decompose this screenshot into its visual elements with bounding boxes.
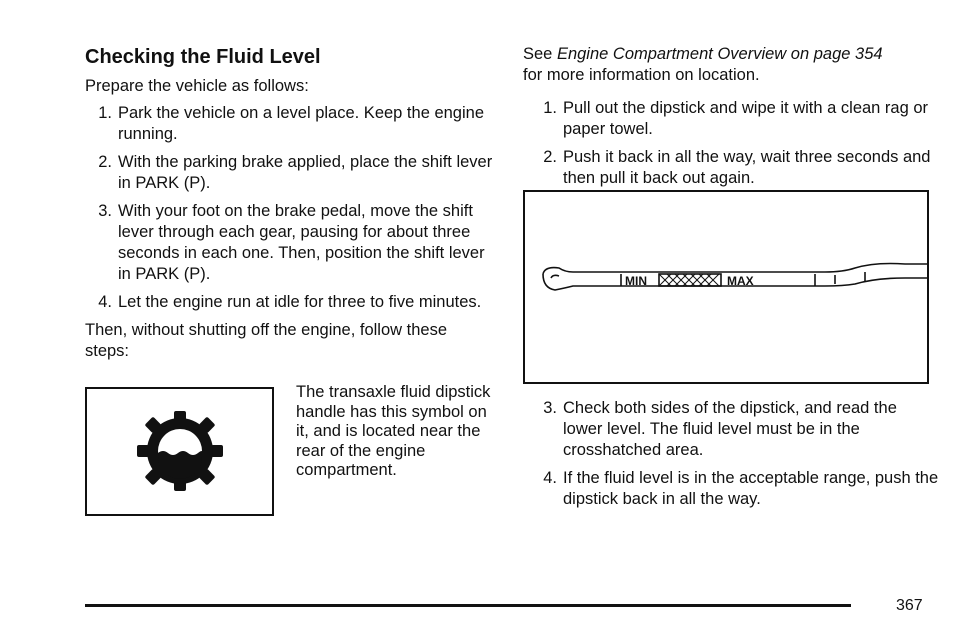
step-number: 4. [543,469,557,487]
list-item [85,103,495,145]
page-number: 367 [896,597,923,614]
list-item [85,152,495,194]
list-item [85,201,495,285]
prep-steps [85,103,495,313]
step-number: 2. [98,153,112,171]
step-text: Push it back in all the way, wait three seconds and then pull it back out again. [563,148,931,187]
list-item [530,98,933,140]
list-item [530,398,940,461]
then-text: Then, without shutting off the engine, follow these steps: [85,321,448,360]
step-text: Check both sides of the dipstick, and read the lower level. The fluid level must be in the crosshatched area. [563,399,897,459]
list-item [530,468,940,510]
see-reference [523,44,933,86]
step-text: Pull out the dipstick and wipe it with a clean rag or paper towel. [563,99,929,138]
step-number: 4. [98,293,112,311]
right-column-lower [530,398,940,517]
dipstick-illustration [525,192,927,382]
page-reference-link[interactable]: Engine Compartment Overview on page 354 [556,45,883,63]
left-column [85,44,495,362]
list-item [530,147,933,189]
dipstick-figure [523,190,929,384]
step-text: Let the engine run at idle for three to five minutes. [118,293,482,311]
step-number: 1. [543,99,557,117]
check-steps-bottom [530,398,940,510]
symbol-box [85,387,274,516]
step-number: 1. [98,104,112,122]
see-prefix: See [523,45,557,63]
step-text: If the fluid level is in the acceptable range, push the dipstick back in all the way. [563,469,939,508]
intro-text: Prepare the vehicle as follows: [85,77,309,95]
footer-rule [85,604,851,607]
step-text: With the parking brake applied, place the shift lever in PARK (P). [118,153,493,192]
dipstick-max-label: MAX [727,274,754,288]
symbol-figure [85,383,495,514]
list-item [85,292,495,313]
step-number: 2. [543,148,557,166]
see-suffix: for more information on location. [523,66,760,84]
symbol-caption: The transaxle fluid dipstick handle has this symbol on it, and is located near the rear of the engine compartment. [296,383,491,479]
step-text: Park the vehicle on a level place. Keep the engine running. [118,104,484,143]
check-steps-top [530,98,933,189]
dipstick-min-label: MIN [625,274,647,288]
step-number: 3. [98,202,112,220]
transaxle-fluid-gear-icon [135,409,225,493]
right-column [523,44,933,196]
step-number: 3. [543,399,557,417]
step-text: With your foot on the brake pedal, move the shift lever through each gear, pausing for about three seconds in each one. Then, position the shift lever in PARK (P). [118,202,485,283]
section-heading: Checking the Fluid Level [85,46,321,68]
